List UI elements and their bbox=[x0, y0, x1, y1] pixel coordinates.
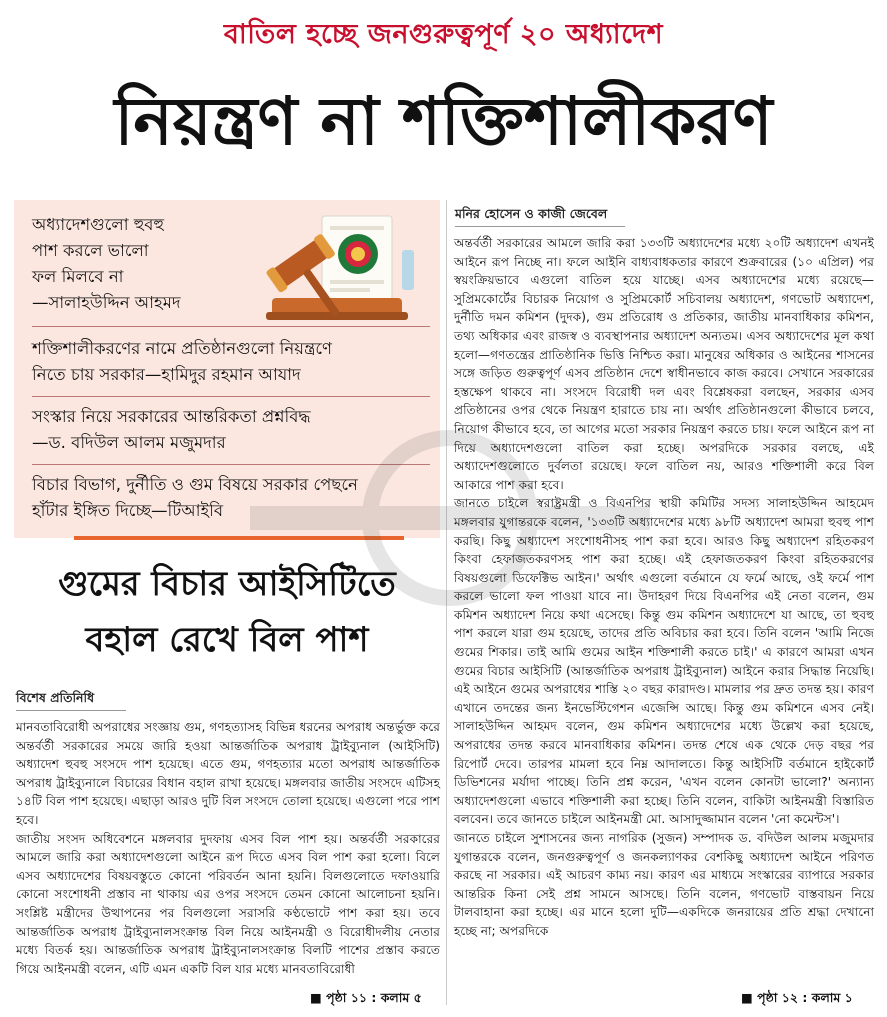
right-story bbox=[454, 234, 874, 941]
sub-headline-line-2: বহাল রেখে বিল পাশ bbox=[85, 620, 369, 660]
kicker-headline: বাতিল হচ্ছে জনগুরুত্বপূর্ণ ২০ অধ্যাদেশ bbox=[223, 19, 664, 50]
quote-4-line-2: হাঁটার ইঙ্গিত দিচ্ছে—টিআইবি bbox=[32, 501, 224, 520]
continued-jump-right: ■ পৃষ্ঠা ১২ : কলাম ১ bbox=[741, 990, 853, 1005]
quote-2-line-2: নিতে চায় সরকার—হামিদুর রহমান আযাদ bbox=[32, 365, 301, 384]
quote-3-line-1: সংস্কার নিয়ে সরকারের আন্তরিকতা প্রশ্নবিদ্ধ bbox=[32, 407, 311, 426]
byline-underline bbox=[455, 226, 625, 227]
quote-1-line-1: অধ্যাদেশগুলো হুবহু bbox=[32, 215, 165, 234]
column-divider bbox=[446, 200, 447, 1005]
quote-1-line-3: ফল মিলবে না bbox=[32, 267, 124, 286]
right-story-paragraph: জানতে চাইলে সুশাসনের জন্য নাগরিক (সুজন) সম্পাদক ড. বদিউল আলম মজুমদার যুগান্তরকে বলেন, জনগুরুত্বপূর্ণ ও জনকল্যাণকর বেশকিছু অধ্যাদেশ আইনে পরিণত করছে না সরকার। এই আচরণ কাম্য নয়। কারণ এর মাধ্যমে সংস্কারের ব্যাপারে সরকার আন্তরিক কিনা সেই প্রশ্ন সামনে আসছে। তিনি বলেন, গণভোট বাস্তবায়ন নিয়ে টালবাহানা করা হচ্ছে। এর মানে হলো দুটি—একদিকে জনরায়ের প্রতি শ্রদ্ধা দেখানো হচ্ছে না; অপরদিকে bbox=[454, 831, 874, 938]
byline-right: মনির হোসেন ও কাজী জেবেল bbox=[455, 206, 608, 221]
left-story-paragraph: মানবতাবিরোধী অপরাধের সংজ্ঞায় গুম, গণহত্যাসহ বিভিন্ন ধরনের অপরাধ অন্তর্ভুক্ত করে অন্তর্বর্তী সরকারের সময়ে জারি হওয়া আন্তর্জাতিক অপরাধ ট্রাইব্যুনাল (আইসিটি) অধ্যাদেশ হুবহু সংসদে পাশ হয়েছে। এতে গুম, গণহত্যার মতো অপরাধ আন্তর্জাতিক অপরাধ ট্রাইব্যুনালে বিচারের বিধান বহাল রাখা হয়েছে। মঙ্গলবার জাতীয় সংসদে এটিসহ ১৪টি বিল পাশ হয়েছে। এছাড়া আরও দুটি বিল সংসদে তোলা হয়েছে। এগুলো পরে পাশ হবে। bbox=[16, 720, 440, 827]
quote-1-line-4: —সালাহউদ্দিন আহমদ bbox=[32, 293, 181, 312]
quote-4-line-1: বিচার বিভাগ, দুর্নীতি ও গুম বিষয়ে সরকার পেছনে bbox=[32, 475, 358, 494]
accent-rule bbox=[74, 536, 404, 540]
quote-2-line-1: শক্তিশালীকরণের নামে প্রতিষ্ঠানগুলো নিয়ন্ত্রণে bbox=[32, 339, 333, 358]
quote-1-line-2: পাশ করলে ভালো bbox=[32, 241, 149, 260]
left-story-paragraph: জাতীয় সংসদ অধিবেশনে মঙ্গলবার দুদফায় এসব বিল পাশ হয়। অন্তর্বর্তী সরকারের আমলে জারি করা অধ্যাদেশগুলো আইনে রূপ দিতে এসব বিল পাশ করা হলো। বিলে এসব অধ্যাদেশের বিষয়বস্তুতে কোনো পরিবর্তন আনা হয়নি। বিলগুলোতে দফাওয়ারি কোনো সংশোধনী প্রস্তাব না থাকায় এর ওপর সংসদে তেমন কোনো আলোচনা হয়নি। সংশ্লিষ্ট মন্ত্রীদের উত্থাপনের পর বিলগুলো সরাসরি কণ্ঠভোটে পাশ করা হয়। তবে আন্তর্জাতিক অপরাধ ট্রাইব্যুনালসংক্রান্ত বিল নিয়ে আইনমন্ত্রী ও বিরোধীদলীয় নেতার মধ্যে বিতর্ক হয়। আন্তর্জাতিক অপরাধ ট্রাইব্যুনালসংক্রান্ত বিলটি পাশের প্রস্তাব করতে গিয়ে আইনমন্ত্রী বলেন, এটি এমন একটি বিল যার মধ্যে মানবতাবিরোধী bbox=[16, 831, 440, 976]
byline-underline bbox=[16, 710, 126, 711]
quote-3-line-2: —ড. বদিউল আলম মজুমদার bbox=[32, 433, 226, 452]
right-story-paragraph: অন্তর্বর্তী সরকারের আমলে জারি করা ১৩৩টি অধ্যাদেশের মধ্যে ২০টি অধ্যাদেশ এখনই আইনে রূপ নিচ্ছে না। ফলে আইনি বাধ্যবাধকতার কারণে শুক্রবারের (১০ এপ্রিল) পর স্বয়ংক্রিয়ভাবে এগুলো বাতিল হয়ে যাচ্ছে। এসব অধ্যাদেশের মধ্যে রয়েছে—সুপ্রিমকোর্টের বিচারক নিয়োগ ও সুপ্রিমকোর্ট সচিবালয় অধ্যাদেশ, গণভোট অধ্যাদেশ, দুর্নীতি দমন কমিশন (দুদক), গুম প্রতিরোধ ও প্রতিকার, জাতীয় মানবাধিকার কমিশন, তথ্য অধিকার এবং রাজস্ব ও ব্যবস্থাপনার অধ্যাদেশ অন্যতম। এসব অধ্যাদেশের মূল কথা হলো—গণতন্ত্রের প্রাতিষ্ঠানিক ভিত্তি নিশ্চিত করা। মানুষের অধিকার ও আইনের শাসনের সঙ্গে জড়িত গুরুত্বপূর্ণ এসব প্রতিষ্ঠান দেশে স্বাধীনভাবে কাজ করবে। সেখানে সরকারের হস্তক্ষেপ থাকবে না। সংসদে বিরোধী দল এবং বিশ্লেষকরা বলছেন, সরকার এসব প্রতিষ্ঠানের ওপর থেকে নিয়ন্ত্রণ হারাতে চায় না। অর্থাৎ প্রতিষ্ঠানগুলো কীভাবে চলবে, নিয়োগ কীভাবে হবে, তা আগের মতো সরকার নিয়ন্ত্রণ করতে চায়। ফলে আইনে রূপ না দিয়ে অধ্যাদেশগুলো বাতিল করা হচ্ছে। অপরদিকে সরকার বলছে, এই অধ্যাদেশগুলোতে দুর্বলতা রয়েছে। ফলে বাতিল নয়, আরও শক্তিশালী করে বিল আকারে পাশ করা হবে। bbox=[454, 236, 874, 492]
sub-headline-line-1: গুমের বিচার আইসিটিতে bbox=[58, 564, 396, 604]
right-story-paragraph: জানতে চাইলে স্বরাষ্ট্রমন্ত্রী ও বিএনপির স্থায়ী কমিটির সদস্য সালাহউদ্দিন আহমেদ মঙ্গলবার যুগান্তরকে বলেন, '১৩৩টি অধ্যাদেশের মধ্যে ৯৮টি অধ্যাদেশ আমরা হুবহু পাশ করছি। কিছু অধ্যাদেশ সংশোধনীসহ পাশ করা হবে। আরও কিছু অধ্যাদেশ রহিতকরণ কিংবা হেফাজতকরণসহ পাশ করা হচ্ছে। এই হেফাজতকরণ কিংবা রহিতকরণের বিষয়গুলো ডিফেক্টিভ আইন।' অর্থাৎ এগুলো বর্তমানে যে ফর্মে আছে, ওই ফর্মে পাশ করলে ভালো ফল পাওয়া যাবে না। উদাহরণ দিয়ে বিএনপির এই নেতা বলেন, গুম কমিশন অধ্যাদেশ নিয়ে কথা এসেছে। কিন্তু গুম কমিশন অধ্যাদেশে যা আছে, তা হুবহু পাশ করলে যারা গুম হয়েছে, তাদের প্রতি অবিচার করা হবে। তিনি বলেন 'আমি নিজে গুমের শিকার। তাই আমি গুমের আইন শক্তিশালী করতে চাই।' এ কারণে আমরা এখন গুমের বিচার আইসিটি (আন্তর্জাতিক অপরাধ ট্রাইব্যুনাল) আইনে করার সিদ্ধান্ত নিয়েছি। এই আইনে গুমের অপরাধের শাস্তি ২০ বছর কারাদণ্ড। মামলার পর দ্রুত তদন্ত হয়। কারণ এখানে তদন্তের জন্য ইনভেস্টিগেশন এজেন্সি আছে। কিন্তু গুম কমিশনে এসব নেই। সালাহউদ্দিন আহমদ বলেন, গুম কমিশন অধ্যাদেশের মধ্যে উল্লেখ করা হয়েছে, অপরাধের তদন্ত করবে মানবাধিকার কমিশন। তদন্ত শেষে এক থেকে দেড় বছর পর রিপোর্ট দেবে। তারপর মামলা হবে নিম্ন আদালতে। কিন্তু আইসিটি বর্তমানে হাইকোর্ট ডিভিশনের মর্যাদা পাচ্ছে। তিনি প্রশ্ন করেন, 'এখন বলেন কোনটা ভালো?' অন্যান্য অধ্যাদেশগুলো এভাবে শক্তিশালী করা হচ্ছে। তিনি বলেন, বাকিটা আইনমন্ত্রী বিস্তারিত বলবেন। তবে জানতে চাইলে আইনমন্ত্রী মো. আসাদুজ্জামান বলেন 'নো কমেন্টস'। bbox=[454, 496, 874, 827]
gavel-illustration bbox=[252, 210, 422, 328]
quote-divider bbox=[32, 396, 430, 397]
main-headline: নিয়ন্ত্রণ না শক্তিশালীকরণ bbox=[114, 83, 773, 160]
byline-left: বিশেষ প্রতিনিধি bbox=[16, 690, 95, 705]
quote-divider bbox=[32, 464, 430, 465]
sub-headline bbox=[14, 556, 440, 668]
left-story bbox=[16, 718, 440, 978]
continued-jump-left: ■ পৃষ্ঠা ১১ : কলাম ৫ bbox=[310, 990, 422, 1005]
